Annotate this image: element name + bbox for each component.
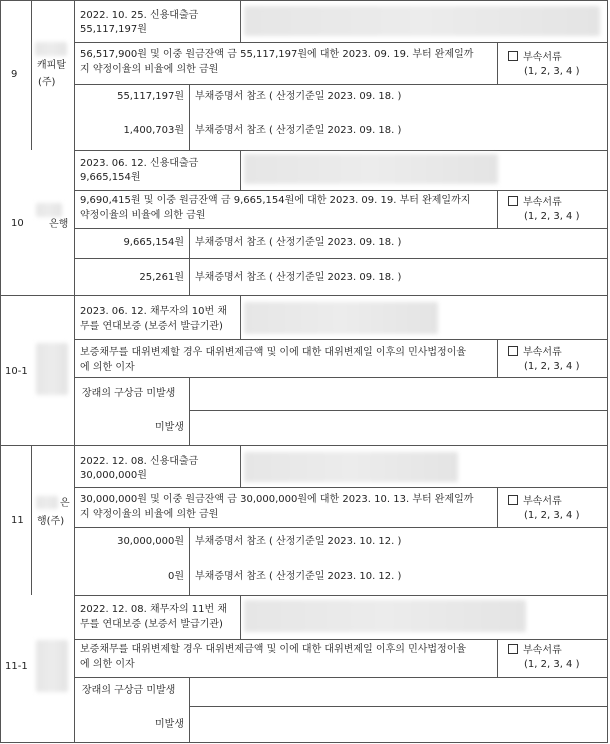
amount: 1,400,703원 — [123, 125, 184, 136]
row-divider — [74, 339, 608, 340]
future-claim-status: 미발생 — [155, 422, 184, 433]
row-divider — [74, 595, 608, 596]
row-number: 11-1 — [5, 661, 28, 672]
row-number: 10-1 — [5, 366, 28, 377]
claim-description: 9,690,415원 및 이중 원금잔액 금 9,665,154원에 대한 2023. 09. 19. 부터 완제일까지 — [80, 195, 471, 206]
future-claim-label: 장래의 구상금 미발생 — [82, 388, 176, 399]
claim-title: 2022. 12. 08. 채무자의 11번 채 — [80, 604, 228, 615]
col-divider — [189, 84, 190, 150]
redacted-block — [244, 600, 526, 632]
amount: 30,000,000원 — [117, 536, 184, 547]
future-claim-status: 미발생 — [155, 719, 184, 730]
col-divider — [31, 445, 32, 595]
row-divider — [0, 295, 608, 296]
row-divider — [74, 42, 608, 43]
row-number: 10 — [11, 218, 24, 229]
row-divider — [74, 84, 608, 85]
claim-title: 9,665,154원 — [80, 172, 141, 183]
col-divider — [189, 228, 190, 295]
amount-note: 부채증명서 참조 ( 산정기준일 2023. 09. 18. ) — [195, 125, 402, 136]
claim-title: 2022. 12. 08. 신용대출금 — [80, 456, 199, 467]
col-divider — [240, 0, 241, 42]
claim-description: 보증채무를 대위변제할 경우 대위변제금액 및 이에 대한 대위변제일 이후의 민사법정이율 — [80, 347, 467, 358]
row-divider — [74, 527, 608, 528]
col-divider — [74, 0, 75, 743]
attached-docs: 부속서류 (1, 2, 3, 4 ) — [508, 196, 580, 224]
col-divider — [240, 295, 241, 339]
creditor-name: 캐피탈 — [37, 60, 66, 71]
amount-note: 부채증명서 참조 ( 산정기준일 2023. 10. 12. ) — [195, 571, 402, 582]
claim-description: 보증채무를 대위변제할 경우 대위변제금액 및 이에 대한 대위변제일 이후의 민사법정이율 — [80, 644, 467, 655]
claim-title: 2022. 10. 25. 신용대출금 — [80, 10, 199, 21]
redacted-block — [244, 452, 458, 482]
redacted-creditor-name — [36, 203, 62, 217]
redacted-block — [244, 6, 600, 36]
claim-title: 2023. 06. 12. 신용대출금 — [80, 158, 199, 169]
claim-description: 30,000,000원 및 이중 원금잔액 금 30,000,000원에 대한 2023. 10. 13. 부터 완제일까 — [80, 494, 474, 505]
creditor-name: (주) — [38, 77, 56, 88]
col-divider — [189, 527, 190, 595]
row-number: 9 — [11, 69, 18, 80]
claim-description: 지 약정이율의 비율에 의한 금원 — [80, 64, 219, 75]
col-divider — [497, 487, 498, 527]
attached-docs-checkbox[interactable] — [508, 196, 518, 206]
row-divider — [74, 258, 608, 259]
row-divider — [74, 487, 608, 488]
attached-docs-checkbox[interactable] — [508, 495, 518, 505]
creditor-name: 은 — [60, 498, 70, 509]
redacted-block — [244, 154, 498, 184]
col-divider — [497, 639, 498, 677]
redacted-creditor-name — [36, 343, 68, 395]
col-divider — [240, 445, 241, 487]
claim-description: 에 의한 이자 — [80, 362, 135, 373]
claim-title: 2023. 06. 12. 채무자의 10번 채 — [80, 306, 228, 317]
claim-title: 55,117,197원 — [80, 24, 147, 35]
row-divider — [74, 228, 608, 229]
col-divider — [189, 377, 190, 445]
redacted-creditor-name — [35, 42, 67, 56]
claim-title: 무를 연대보증 (보증서 발급기관) — [80, 619, 223, 630]
future-claim-label: 장래의 구상금 미발생 — [82, 685, 176, 696]
amount: 25,261원 — [139, 272, 184, 283]
row-divider — [74, 190, 608, 191]
attached-docs: 부속서류 (1, 2, 3, 4 ) — [508, 644, 580, 672]
redacted-creditor-name — [36, 496, 58, 509]
attached-docs-checkbox[interactable] — [508, 644, 518, 654]
amount-note: 부채증명서 참조 ( 산정기준일 2023. 09. 18. ) — [195, 91, 402, 102]
row-divider — [0, 445, 608, 446]
amount-note: 부채증명서 참조 ( 산정기준일 2023. 10. 12. ) — [195, 536, 402, 547]
row-divider — [74, 639, 608, 640]
row-divider — [74, 377, 608, 378]
claim-description: 56,517,900원 및 이중 원금잔액 금 55,117,197원에 대한 2023. 09. 19. 부터 완제일까 — [80, 49, 474, 60]
claim-description: 지 약정이율의 비율에 의한 금원 — [80, 509, 219, 520]
redacted-creditor-name — [36, 640, 68, 692]
col-divider — [497, 42, 498, 84]
row-divider — [74, 150, 608, 151]
row-divider — [189, 410, 608, 411]
redacted-block — [244, 302, 438, 334]
col-divider — [240, 150, 241, 190]
amount-note: 부채증명서 참조 ( 산정기준일 2023. 09. 18. ) — [195, 237, 402, 248]
attached-docs: 부속서류 (1, 2, 3, 4 ) — [508, 346, 580, 374]
col-divider — [497, 190, 498, 228]
creditor-name: 은행 — [49, 219, 69, 230]
amount: 9,665,154원 — [123, 237, 184, 248]
attached-docs-checkbox[interactable] — [508, 346, 518, 356]
amount-note: 부채증명서 참조 ( 산정기준일 2023. 09. 18. ) — [195, 272, 402, 283]
claim-title: 30,000,000원 — [80, 470, 147, 481]
col-divider — [31, 0, 32, 150]
col-divider — [189, 677, 190, 743]
row-number: 11 — [11, 515, 24, 526]
attached-docs: 부속서류 (1, 2, 3, 4 ) — [508, 495, 580, 523]
row-divider — [74, 677, 608, 678]
amount: 55,117,197원 — [117, 91, 184, 102]
row-divider — [189, 706, 608, 707]
creditor-name: 행(주) — [37, 516, 65, 527]
claim-title: 무를 연대보증 (보증서 발급기관) — [80, 321, 223, 332]
amount: 0원 — [167, 571, 184, 582]
attached-docs: 부속서류 (1, 2, 3, 4 ) — [508, 51, 580, 79]
col-divider — [240, 595, 241, 639]
claim-description: 약정이율의 비율에 의한 금원 — [80, 210, 206, 221]
col-divider — [497, 339, 498, 377]
attached-docs-checkbox[interactable] — [508, 51, 518, 61]
claim-description: 에 의한 이자 — [80, 659, 135, 670]
